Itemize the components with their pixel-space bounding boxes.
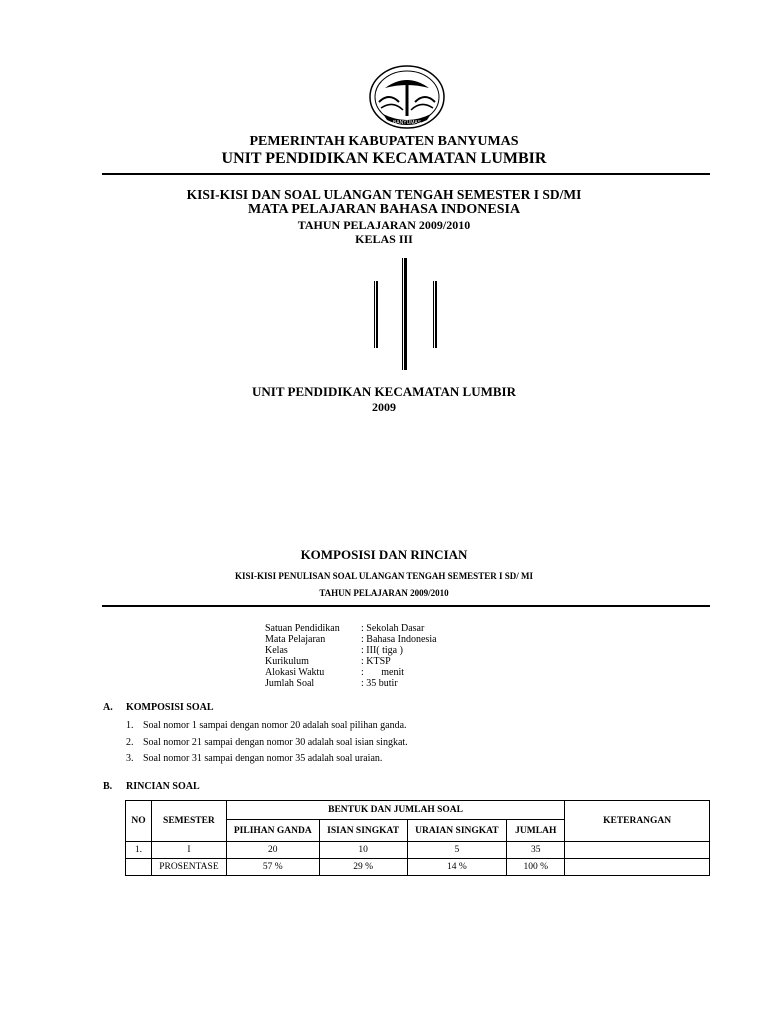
- info-row: [265, 656, 391, 668]
- list-item: [126, 720, 407, 731]
- info-label: Alokasi Waktu: [265, 667, 325, 678]
- info-value: : KTSP: [361, 656, 391, 667]
- decorative-pillar-left: [374, 281, 378, 348]
- section-a-letter: A.: [103, 702, 113, 713]
- table-header-row: [126, 801, 710, 820]
- cell-no: [126, 859, 152, 876]
- cell-semester: PROSENTASE: [151, 859, 226, 876]
- header-keterangan: KETERANGAN: [565, 801, 710, 842]
- info-value: : Sekolah Dasar: [361, 623, 425, 634]
- komposisi-year: TAHUN PELAJARAN 2009/2010: [319, 588, 449, 598]
- cell-semester: I: [151, 842, 226, 859]
- komposisi-divider: [102, 605, 710, 607]
- header-pilihan-ganda: PILIHAN GANDA: [226, 820, 319, 842]
- info-row: [265, 634, 437, 646]
- komposisi-subtitle: KISI-KISI PENULISAN SOAL ULANGAN TENGAH SEMESTER I SD/ MI: [235, 571, 533, 581]
- table-row: [126, 859, 710, 876]
- svg-text:BANYUMAS: BANYUMAS: [392, 120, 422, 126]
- header-semester: SEMESTER: [151, 801, 226, 842]
- header-divider: [102, 173, 710, 175]
- cell-no: 1.: [126, 842, 152, 859]
- list-item-text: Soal nomor 21 sampai dengan nomor 30 adalah soal isian singkat.: [143, 737, 408, 748]
- info-label: Jumlah Soal: [265, 678, 315, 689]
- info-value: : Bahasa Indonesia: [361, 634, 437, 645]
- list-item-text: Soal nomor 1 sampai dengan nomor 20 adalah soal pilihan ganda.: [143, 720, 407, 731]
- info-value: : menit: [361, 667, 405, 678]
- header-no: NO: [126, 801, 152, 842]
- cell-jumlah: 100 %: [507, 859, 565, 876]
- header-uraian-singkat: URAIAN SINGKAT: [407, 820, 507, 842]
- unit-name: UNIT PENDIDIKAN KECAMATAN LUMBIR: [221, 150, 547, 167]
- komposisi-heading: KOMPOSISI DAN RINCIAN: [300, 547, 468, 562]
- header-isian-singkat: ISIAN SINGKAT: [319, 820, 407, 842]
- info-row: [265, 667, 404, 679]
- rincian-soal-table: [125, 800, 710, 876]
- info-value: : III( tiga ): [361, 645, 403, 656]
- info-label: Kelas: [265, 645, 288, 656]
- list-item-number: 1.: [126, 720, 134, 731]
- kabupaten-emblem-logo: [367, 62, 447, 134]
- list-item: [126, 753, 382, 764]
- doc-title-line3: TAHUN PELAJARAN 2009/2010: [297, 218, 471, 232]
- info-label: Satuan Pendidikan: [265, 623, 340, 634]
- header-jumlah: JUMLAH: [507, 820, 565, 842]
- cover-unit-name: UNIT PENDIDIKAN KECAMATAN LUMBIR: [252, 384, 516, 399]
- cell-pilihan-ganda: 57 %: [226, 859, 319, 876]
- list-item-text: Soal nomor 31 sampai dengan nomor 35 adalah soal uraian.: [143, 753, 383, 764]
- info-row: [265, 678, 398, 690]
- cell-pilihan-ganda: 20: [226, 842, 319, 859]
- doc-title-line2: MATA PELAJARAN BAHASA INDONESIA: [247, 202, 521, 217]
- header-bentuk: BENTUK DAN JUMLAH SOAL: [226, 801, 564, 820]
- info-value: : 35 butir: [361, 678, 398, 689]
- info-row: [265, 645, 403, 657]
- list-item-number: 3.: [126, 753, 134, 764]
- list-item-number: 2.: [126, 737, 134, 748]
- info-row: [265, 623, 424, 635]
- cell-keterangan: [565, 842, 710, 859]
- cell-jumlah: 35: [507, 842, 565, 859]
- info-label: Mata Pelajaran: [265, 634, 326, 645]
- government-name: PEMERINTAH KABUPATEN BANYUMAS: [249, 134, 519, 149]
- doc-title-line4: KELAS III: [355, 232, 413, 246]
- decorative-pillar-center: [402, 258, 407, 370]
- table-row: [126, 842, 710, 859]
- cover-year: 2009: [372, 400, 396, 414]
- doc-title-line1: KISI-KISI DAN SOAL ULANGAN TENGAH SEMESTER I SD/MI: [186, 187, 582, 202]
- info-label: Kurikulum: [265, 656, 309, 667]
- cell-isian-singkat: 29 %: [319, 859, 407, 876]
- decorative-pillar-right: [433, 281, 437, 348]
- cell-uraian-singkat: 14 %: [407, 859, 507, 876]
- section-b-title: RINCIAN SOAL: [126, 781, 200, 792]
- cell-keterangan: [565, 859, 710, 876]
- section-b-letter: B.: [103, 781, 113, 792]
- section-a-title: KOMPOSISI SOAL: [126, 702, 214, 713]
- cell-isian-singkat: 10: [319, 842, 407, 859]
- list-item: [126, 737, 408, 748]
- cell-uraian-singkat: 5: [407, 842, 507, 859]
